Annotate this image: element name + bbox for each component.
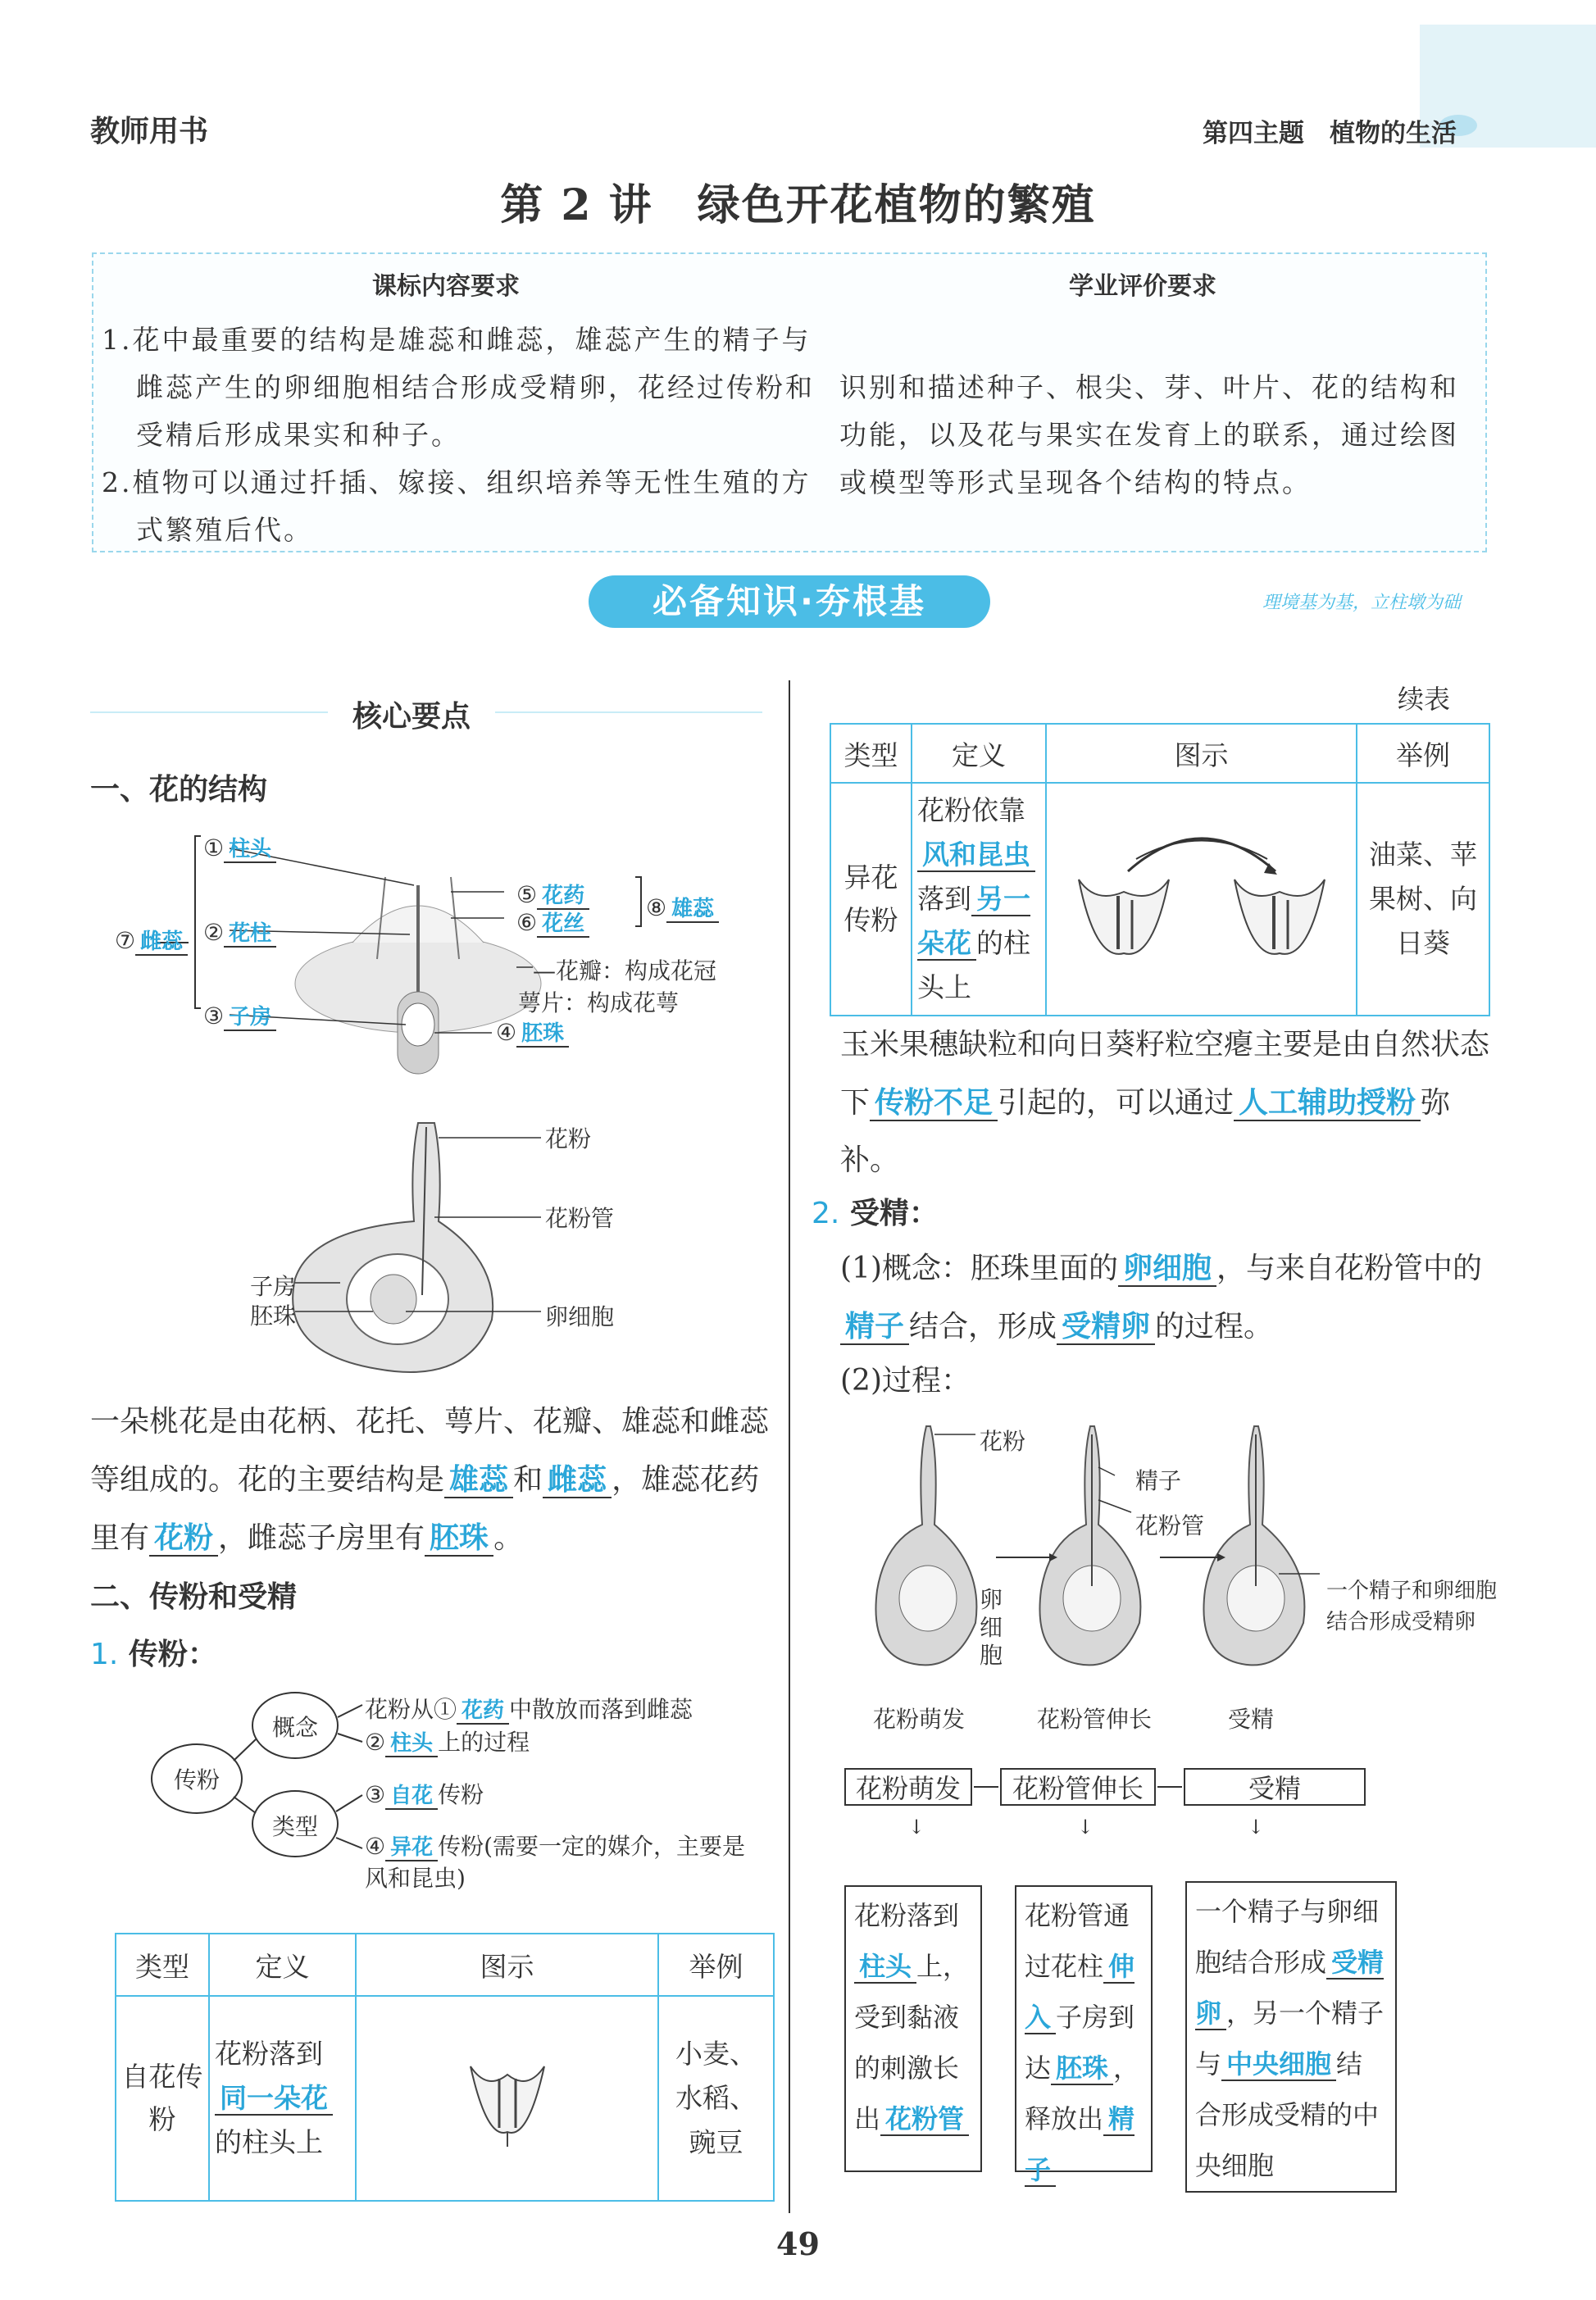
label-n5: ⑤ bbox=[516, 881, 538, 908]
t2-example: 油菜、苹果树、向日葵 bbox=[1357, 783, 1489, 1016]
t2-def-c: 的柱头上 bbox=[917, 927, 1030, 1003]
answer-anther-2: 花药 bbox=[457, 1698, 509, 1725]
fert-pollen-label: 花粉 bbox=[980, 1428, 1026, 1455]
label-n7: ⑦ bbox=[115, 927, 136, 954]
answer-filament: 花丝 bbox=[537, 911, 589, 938]
down-arrow-1: ↓ bbox=[908, 1816, 925, 1839]
answer-zygote: 受精卵 bbox=[1057, 1309, 1155, 1345]
core-title: 核心要点 bbox=[328, 693, 495, 735]
mindmap-root: 传粉 bbox=[174, 1766, 221, 1793]
corn-c: 弥补。 bbox=[840, 1086, 1451, 1177]
answer-wind-insects: 风和昆虫 bbox=[917, 839, 1035, 872]
col2-head: 学业评价要求 bbox=[1069, 272, 1216, 301]
answer-sperm: 精子 bbox=[840, 1309, 909, 1345]
flow-arrow-2 bbox=[1157, 1786, 1182, 1788]
self-pollination-flower-image bbox=[454, 2042, 561, 2148]
col1-head: 课标内容要求 bbox=[372, 272, 520, 301]
box1-a: 花粉落到 bbox=[854, 1900, 960, 1931]
fert-sperm-label: 精子 bbox=[1135, 1467, 1182, 1494]
fert-caption-1: 花粉萌发 bbox=[873, 1706, 966, 1733]
mindmap-t2b: 传粉(需要一定的媒介，主要是风和昆虫) bbox=[365, 1833, 746, 1892]
pistil-diagram bbox=[246, 1115, 574, 1377]
t2-type: 异花传粉 bbox=[830, 783, 912, 1016]
mindmap-t1a: ③ bbox=[365, 1781, 386, 1808]
section-banner: 必备知识·夯根基 bbox=[589, 575, 990, 628]
flower-para-e: 。 bbox=[493, 1521, 524, 1555]
answer-ovary: 子房 bbox=[224, 1005, 276, 1031]
answer-stamen-2: 雄蕊 bbox=[444, 1462, 513, 1498]
down-arrow-2: ↓ bbox=[1077, 1816, 1094, 1839]
answer-sperm-2: 精子 bbox=[1025, 2103, 1135, 2185]
banner-slogan: 理境基为基，立柱墩为础 bbox=[1262, 593, 1461, 613]
req-item-2: 2.植物可以通过扦插、嫁接、组织培养等无性生殖的方式繁殖后代。 bbox=[102, 466, 812, 546]
answer-pollen-tube: 花粉管 bbox=[880, 2103, 969, 2136]
t2-h-def: 定义 bbox=[912, 724, 1046, 783]
box3-a: 一个精子与卵细胞结合形成 bbox=[1195, 1896, 1380, 1978]
answer-style: 花柱 bbox=[224, 921, 276, 948]
fert-caption-2: 花粉管伸长 bbox=[1037, 1706, 1153, 1733]
answer-stigma-3: 柱头 bbox=[854, 1951, 916, 1984]
req-eval: 识别和描述种子、根尖、芽、叶片、花的结构和功能，以及花与果实在发育上的联系，通过绘图或模型等形式呈现各个结构的特点。 bbox=[839, 371, 1459, 498]
requirements-box bbox=[92, 252, 1487, 552]
label-n4: ④ bbox=[496, 1019, 517, 1046]
flow-arrow-1 bbox=[974, 1786, 998, 1788]
fert-heading bbox=[812, 1190, 939, 1232]
flower-para-b: 和 bbox=[513, 1463, 543, 1497]
answer-ovule: 胚珠 bbox=[516, 1021, 569, 1048]
fert-concept-c: 结合，形成 bbox=[909, 1310, 1057, 1343]
pistil-pollen: 花粉 bbox=[545, 1125, 592, 1152]
pollination-sub-num: 1. bbox=[90, 1638, 119, 1671]
pollination-sub-text: 传粉： bbox=[128, 1638, 217, 1671]
t2-h-fig: 图示 bbox=[1046, 724, 1357, 783]
t2-fig bbox=[1046, 783, 1357, 1016]
mindmap-c2a: ② bbox=[365, 1729, 386, 1756]
answer-same-flower: 同一朵花 bbox=[215, 2082, 333, 2116]
answer-anther: 花药 bbox=[537, 884, 589, 910]
header-right: 第四主题 植物的生活 bbox=[1203, 119, 1457, 148]
flow-step-1: 花粉萌发 bbox=[844, 1768, 972, 1806]
box2-c: ，释放出 bbox=[1025, 2052, 1140, 2134]
corn-b: 引起的，可以通过 bbox=[998, 1086, 1235, 1120]
down-arrow-3: ↓ bbox=[1248, 1816, 1265, 1839]
pollination-table-1 bbox=[115, 1933, 775, 2202]
mindmap-c2b: 上的过程 bbox=[438, 1729, 530, 1756]
t1-h-def: 定义 bbox=[209, 1934, 356, 1996]
t1-def-b: 的柱头上 bbox=[215, 2126, 323, 2158]
flower-para-a: 一朵桃花是由花柄、花托、萼片、花瓣、雄蕊和雌蕊等组成的。花的主要结构是 bbox=[90, 1405, 770, 1497]
t2-h-ex: 举例 bbox=[1357, 724, 1489, 783]
fert-head: 受精： bbox=[849, 1197, 939, 1230]
answer-self: 自花 bbox=[385, 1784, 438, 1810]
mindmap-c2 bbox=[365, 1725, 530, 1757]
corn-paragraph bbox=[840, 1016, 1496, 1189]
answer-zygote-2: 受精卵 bbox=[1195, 1947, 1385, 2029]
process-box-2 bbox=[1015, 1885, 1153, 2185]
flow-step-2: 花粉管伸长 bbox=[1000, 1768, 1156, 1806]
mindmap-t1b: 传粉 bbox=[438, 1781, 484, 1808]
answer-egg: 卵细胞 bbox=[1118, 1251, 1216, 1287]
answer-ovule-3: 胚珠 bbox=[1051, 2052, 1113, 2085]
answer-cross: 异花 bbox=[385, 1835, 438, 1861]
pollination-table-2 bbox=[830, 723, 1490, 1016]
t1-h-type: 类型 bbox=[116, 1934, 209, 1996]
pistil-ovule: 胚珠 bbox=[250, 1302, 297, 1330]
pistil-ovary: 子房 bbox=[250, 1273, 297, 1300]
flower-heading: 一、花的结构 bbox=[90, 773, 268, 807]
mindmap-c1a: 花粉从① bbox=[365, 1696, 457, 1723]
corn-a: 玉米果穗缺粒和向日葵籽粒空瘪主要是由自然状态下 bbox=[840, 1028, 1490, 1120]
t1-example: 小麦、水稻、豌豆 bbox=[658, 1996, 774, 2201]
t1-h-fig: 图示 bbox=[356, 1934, 658, 1996]
answer-pollen: 花粉 bbox=[149, 1520, 218, 1557]
answer-stigma-2: 柱头 bbox=[385, 1731, 438, 1757]
label-sepal: 萼片：构成花萼 bbox=[518, 989, 680, 1016]
label-n3: ③ bbox=[203, 1002, 225, 1030]
t1-fig bbox=[356, 1996, 658, 2201]
answer-other-flower: 另一朵花 bbox=[917, 883, 1030, 959]
box2-a: 花粉管通过花柱 bbox=[1025, 1900, 1130, 1982]
process-box-1 bbox=[844, 1885, 982, 2172]
answer-pistil-2: 雌蕊 bbox=[543, 1462, 612, 1498]
column-divider bbox=[789, 680, 790, 2213]
pistil-egg: 卵细胞 bbox=[545, 1303, 615, 1330]
answer-stamen: 雄蕊 bbox=[666, 897, 719, 923]
fert-result-label: 一个精子和卵细胞结合形成受精卵 bbox=[1326, 1579, 1498, 1634]
t2-def-b: 落到 bbox=[917, 883, 971, 915]
cross-pollination-image bbox=[1062, 814, 1341, 978]
t2-def bbox=[912, 783, 1046, 1016]
t1-type: 自花传粉 bbox=[116, 1996, 209, 2201]
fert-process: (2)过程： bbox=[840, 1364, 971, 1398]
mindmap-concept: 概念 bbox=[272, 1714, 319, 1741]
fert-tube-label: 花粉管 bbox=[1135, 1512, 1205, 1539]
lesson-title: 第 2 讲 绿色开花植物的繁殖 bbox=[500, 180, 1096, 230]
flower-para-c: ，雄蕊花药里有 bbox=[90, 1463, 760, 1555]
mindmap-t2a: ④ bbox=[365, 1833, 386, 1860]
answer-artificial-pollination: 人工辅助授粉 bbox=[1234, 1085, 1421, 1121]
mindmap-types: 类型 bbox=[272, 1813, 319, 1840]
fert-caption-3: 受精 bbox=[1228, 1706, 1275, 1733]
fert-concept bbox=[840, 1239, 1496, 1356]
flower-para-d: ，雌蕊子房里有 bbox=[218, 1521, 425, 1555]
box1-b: 上，受到黏液的刺激长出 bbox=[854, 1951, 970, 2134]
fert-concept-a: (1)概念：胚珠里面的 bbox=[840, 1252, 1118, 1285]
continued-label: 续表 bbox=[1398, 684, 1451, 715]
box3-b: ，另一个精子与 bbox=[1195, 1998, 1385, 2080]
answer-ovule-2: 胚珠 bbox=[425, 1520, 493, 1557]
header-left: 教师用书 bbox=[90, 115, 209, 148]
flower-paragraph bbox=[90, 1393, 771, 1567]
answer-insufficient-pollination: 传粉不足 bbox=[870, 1085, 998, 1121]
mindmap-t2 bbox=[365, 1831, 758, 1894]
t2-h-type: 类型 bbox=[830, 724, 912, 783]
fertilization-diagram bbox=[853, 1410, 1476, 1697]
mindmap-c1 bbox=[365, 1692, 693, 1725]
t2-def-a: 花粉依靠 bbox=[917, 794, 1025, 826]
label-n2: ② bbox=[203, 919, 225, 946]
fert-egg-label: 卵细胞 bbox=[980, 1586, 1003, 1669]
box2-b: 子房到达 bbox=[1025, 2002, 1135, 2084]
box3-c: 结合形成受精的中央细胞 bbox=[1195, 2048, 1380, 2181]
label-n6: ⑥ bbox=[516, 909, 538, 936]
mindmap-t1 bbox=[365, 1777, 484, 1810]
label-petal: —花瓣：构成花冠 bbox=[533, 957, 717, 984]
t1-def-a: 花粉落到 bbox=[215, 2038, 323, 2070]
req-item-1: 1.花中最重要的结构是雄蕊和雌蕊，雄蕊产生的精子与雌蕊产生的卵细胞相结合形成受精卵，花经过传粉和受精后形成果实和种子。 bbox=[102, 324, 815, 451]
pistil-stage-3 bbox=[1203, 1426, 1304, 1665]
page-number: 49 bbox=[776, 2225, 820, 2262]
pollination-heading: 二、传粉和受精 bbox=[90, 1580, 298, 1614]
fert-num: 2. bbox=[812, 1197, 840, 1230]
pollination-sub bbox=[90, 1631, 217, 1673]
pistil-tube: 花粉管 bbox=[545, 1205, 615, 1232]
process-box-3 bbox=[1185, 1881, 1397, 2193]
t1-def bbox=[209, 1996, 356, 2201]
fert-concept-d: 的过程。 bbox=[1155, 1310, 1274, 1343]
flow-step-3: 受精 bbox=[1184, 1768, 1366, 1806]
answer-central-cell: 中央细胞 bbox=[1221, 2048, 1336, 2081]
pistil-stage-1 bbox=[875, 1426, 976, 1665]
t1-h-ex: 举例 bbox=[658, 1934, 774, 1996]
answer-extend: 伸入 bbox=[1025, 1951, 1135, 2033]
answer-stigma: 柱头 bbox=[224, 837, 276, 863]
fert-concept-b: ，与来自花粉管中的 bbox=[1216, 1252, 1483, 1285]
label-n8: ⑧ bbox=[646, 894, 667, 921]
answer-pistil: 雌蕊 bbox=[135, 930, 188, 956]
label-n1: ① bbox=[203, 834, 225, 861]
mindmap-c1b: 中散放而落到雌蕊 bbox=[509, 1696, 693, 1723]
pistil-stage-2 bbox=[1039, 1426, 1140, 1665]
